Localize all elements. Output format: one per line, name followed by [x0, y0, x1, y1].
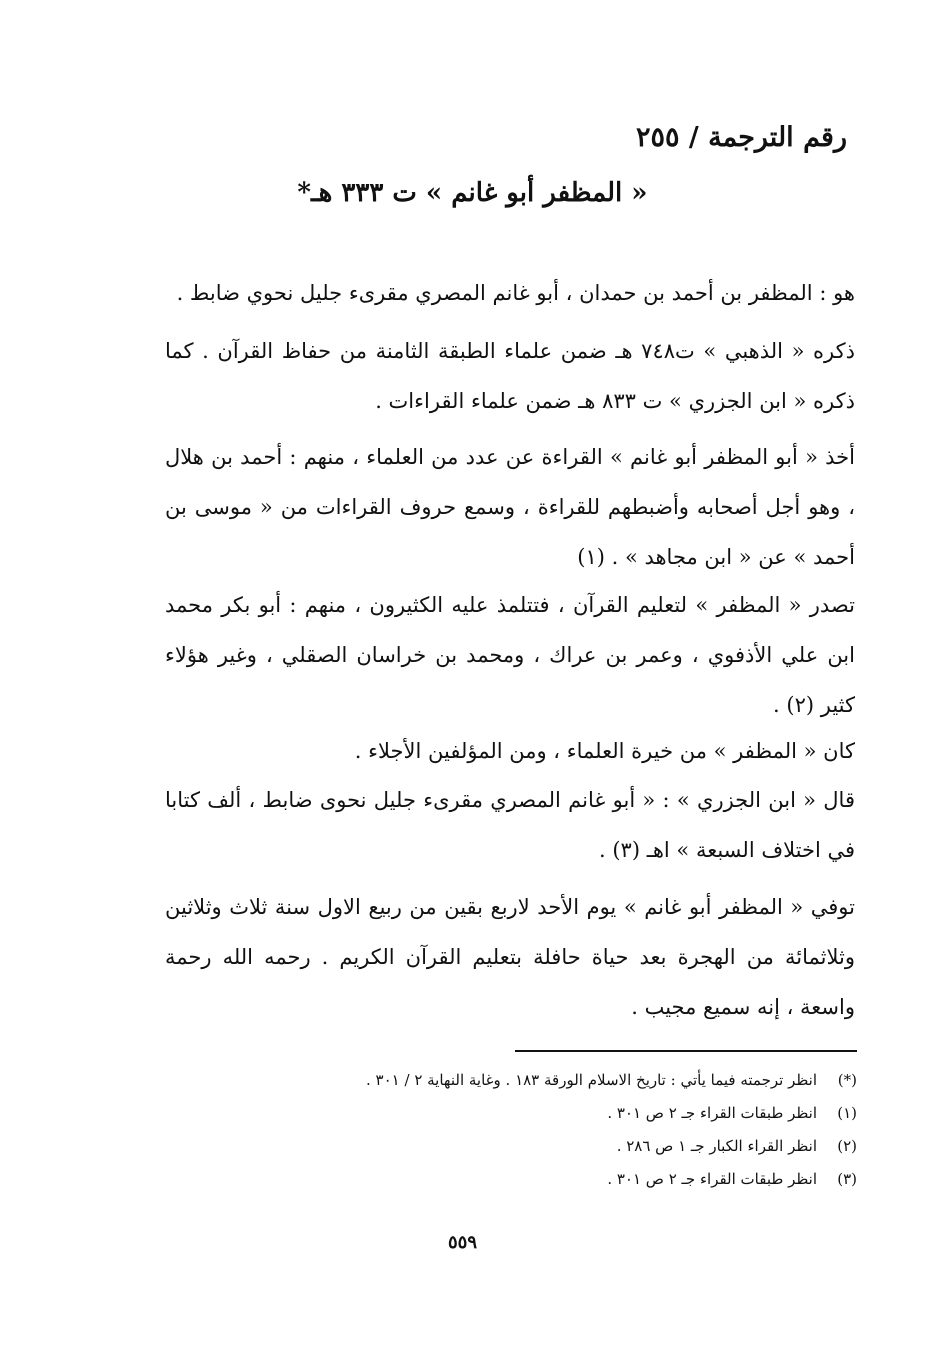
paragraph-identity [165, 268, 855, 318]
footnote-text: انظر طبقات القراء جـ ٢ ص ٣٠١ . [607, 1104, 817, 1122]
paragraph-quote [165, 775, 855, 875]
page-number: ٥٥٩ [447, 1232, 477, 1253]
footnote-item [257, 1130, 857, 1163]
footnote-item [257, 1097, 857, 1130]
paragraph: ذكره « الذهبي » ت٧٤٨ هـ ضمن علماء الطبقة الثامنة من حفاظ القرآن . كما ذكره « ابن الجزري » ت ٨٣٣ هـ ضمن علماء القراءات . [165, 339, 855, 413]
paragraph-death [165, 882, 855, 1032]
biography-title: « المظفر أبو غانم » ت ٣٣٣ هـ* [297, 178, 648, 208]
paragraph-teachers [165, 432, 855, 582]
footnote-number: (١) [837, 1104, 857, 1122]
footnote-text: انظر القراء الكبار جـ ١ ص ٢٨٦ . [616, 1137, 817, 1155]
footnotes [257, 1064, 857, 1196]
footnote-number: (*) [837, 1071, 857, 1089]
footnote-item [257, 1064, 857, 1097]
footnote-divider [515, 1050, 857, 1052]
footnote-text: انظر طبقات القراء جـ ٢ ص ٣٠١ . [607, 1170, 817, 1188]
footnote-text: انظر ترجمته فيما يأتي : تاريخ الاسلام الورقة ١٨٣ . وغاية النهاية ٢ / ٣٠١ . [366, 1071, 817, 1089]
paragraph: أخذ « أبو المظفر أبو غانم » القراءة عن عدد من العلماء ، منهم : أحمد بن هلال ، وهو أجل أصحابه وأضبطهم للقراءة ، وسمع حروف القراءات من « موسى بن أحمد » عن « ابن مجاهد » . (١) [165, 445, 855, 569]
entry-number-heading: رقم الترجمة / ٢٥٥ [635, 122, 847, 153]
paragraph-mentions [165, 326, 855, 426]
paragraph-status [165, 726, 855, 776]
footnote-item [257, 1163, 857, 1196]
paragraph: كان « المظفر » من خيرة العلماء ، ومن المؤلفين الأجلاء . [354, 739, 855, 763]
paragraph: توفي « المظفر أبو غانم » يوم الأحد لاربع بقين من ربيع الاول سنة ثلاث وثلاثين وثلاثمائة من الهجرة بعد حياة حافلة بتعليم القرآن الكريم . رحمه الله رحمة واسعة ، إنه سميع مجيب . [165, 895, 855, 1019]
paragraph: هو : المظفر بن أحمد بن حمدان ، أبو غانم المصري مقرىء جليل نحوي ضابط . [176, 281, 855, 305]
footnote-number: (٢) [837, 1137, 857, 1155]
paragraph: قال « ابن الجزري » : « أبو غانم المصري مقرىء جليل نحوى ضابط ، ألف كتابا في اختلاف السبعة » اهـ (٣) . [165, 788, 855, 862]
footnote-number: (٣) [837, 1170, 857, 1188]
paragraph: تصدر « المظفر » لتعليم القرآن ، فتتلمذ عليه الكثيرون ، منهم : أبو بكر محمد ابن علي الأذفوي ، وعمر بن عراك ، ومحمد بن خراسان الصقلي ، وغير هؤلاء كثير (٢) . [165, 593, 855, 717]
paragraph-students [165, 580, 855, 730]
